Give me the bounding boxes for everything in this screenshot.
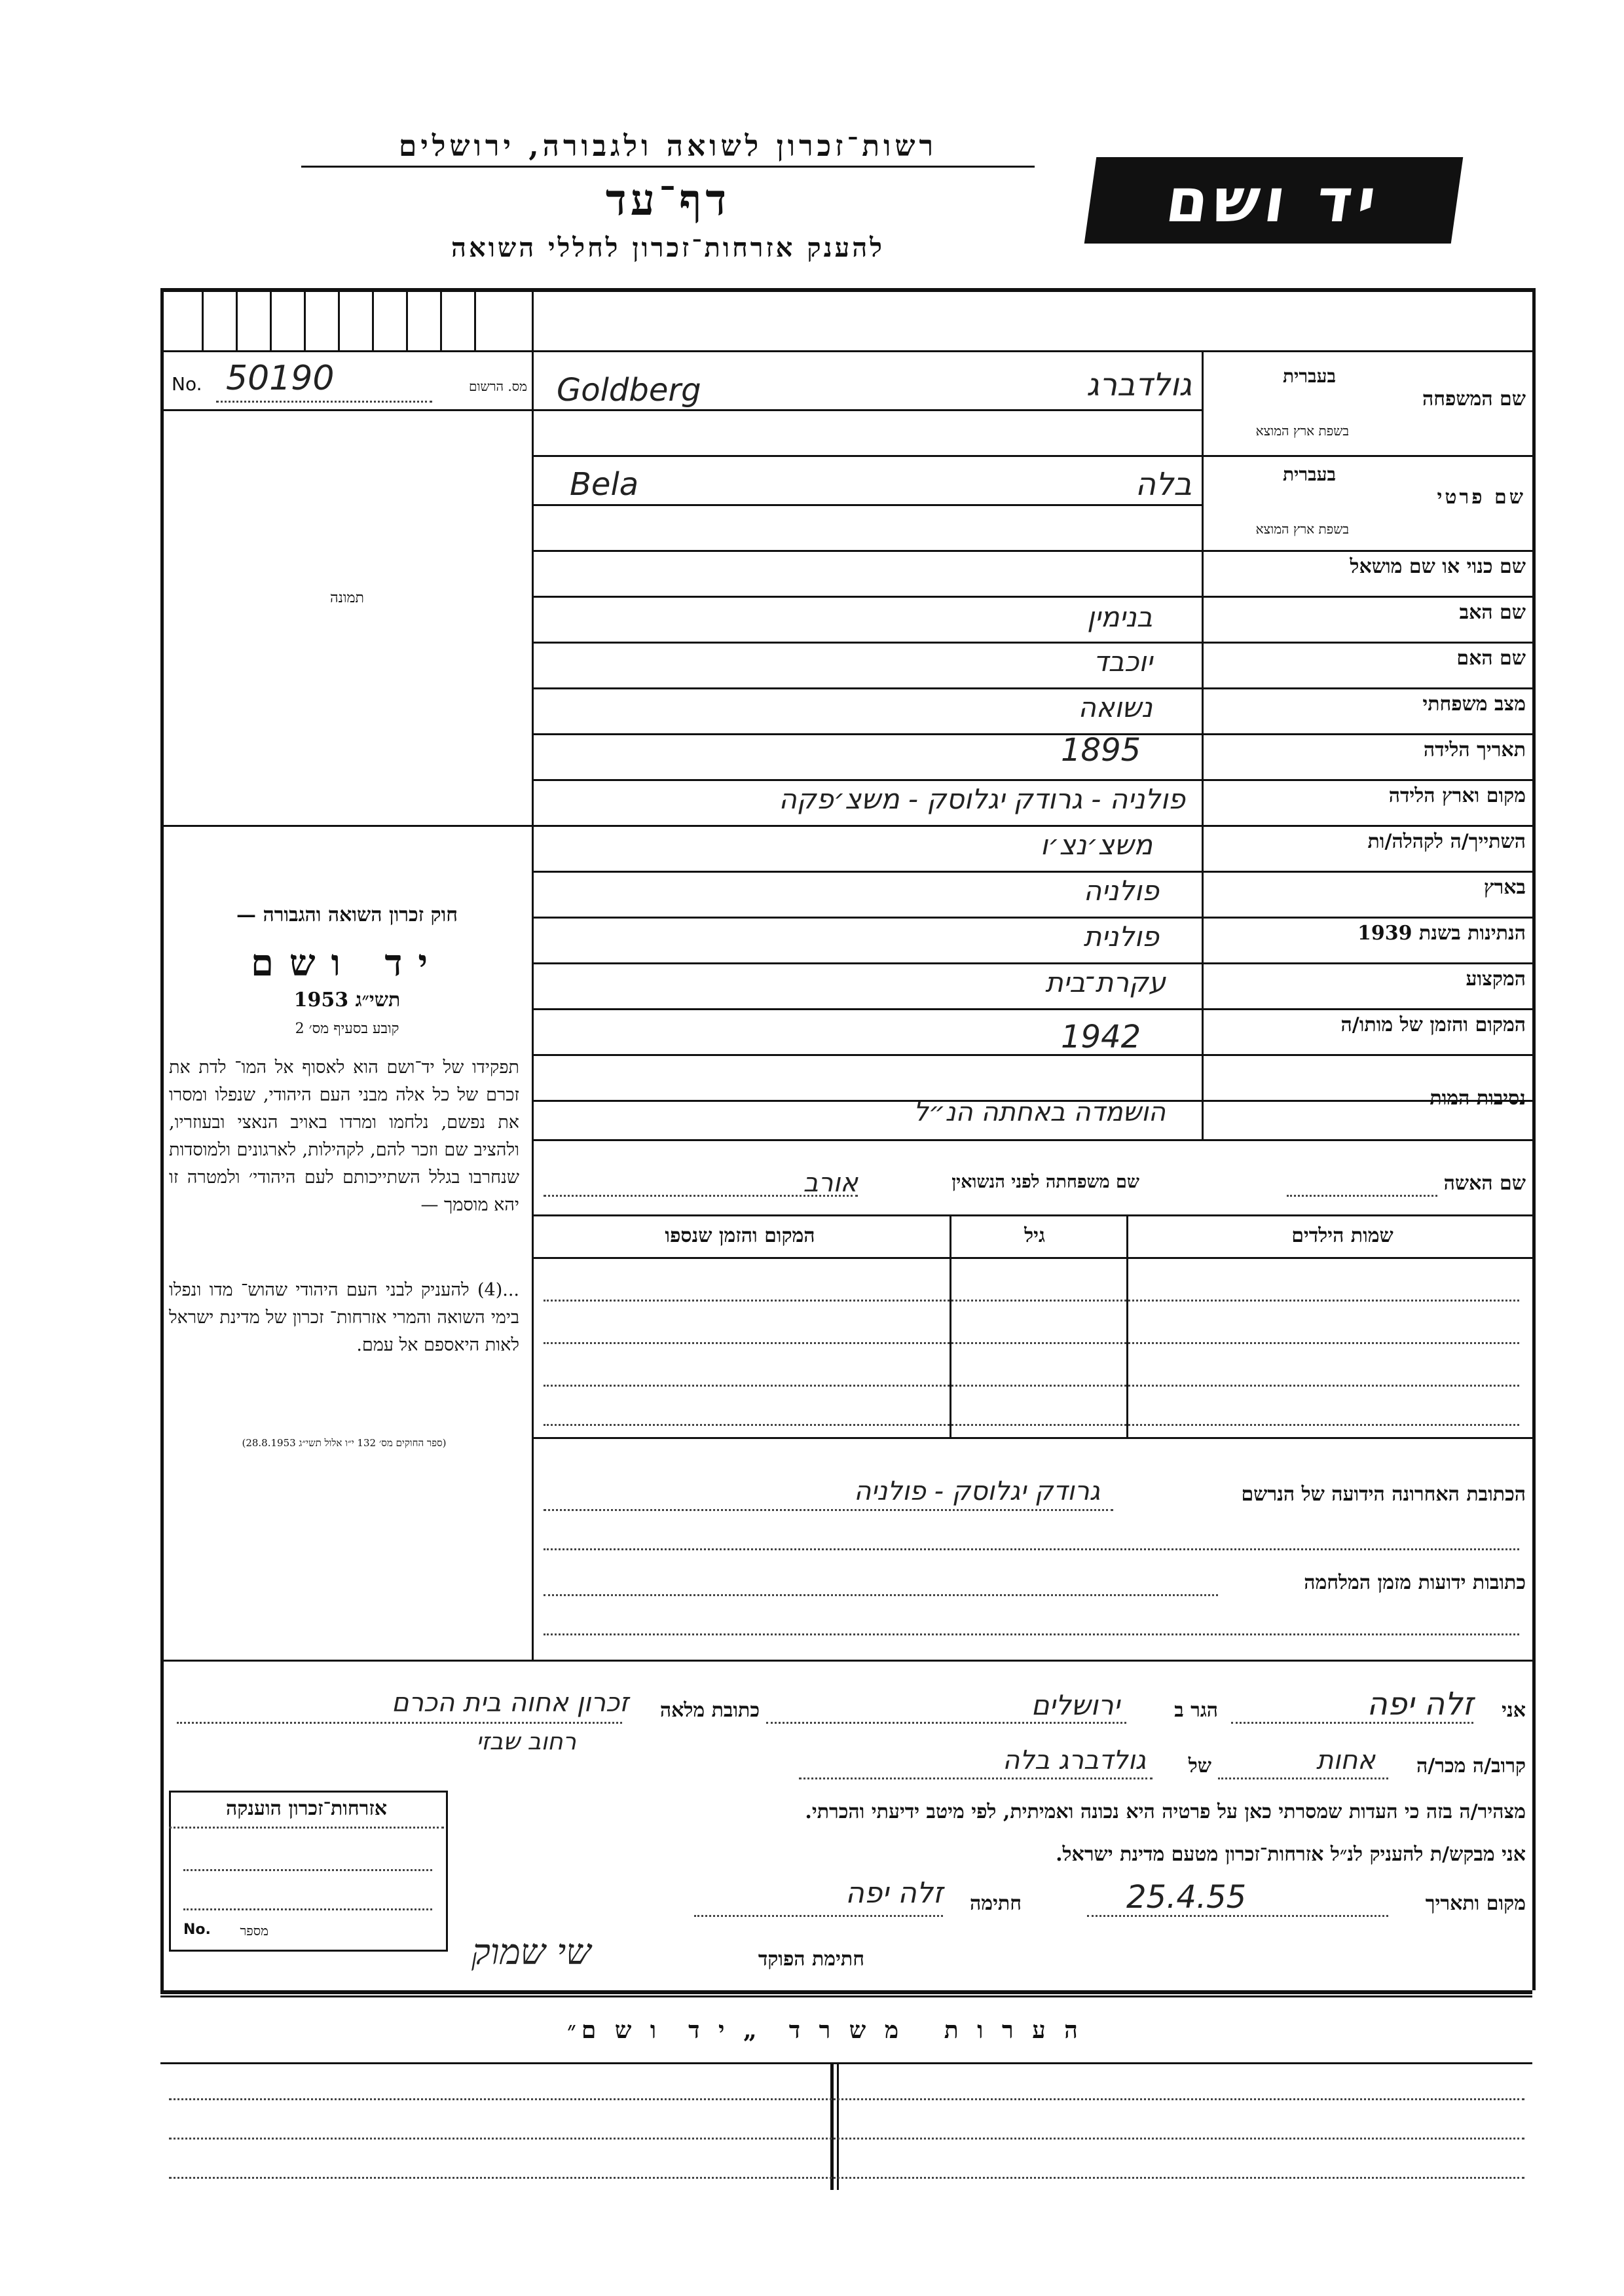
profession-value: עקרת־בית <box>1045 966 1166 998</box>
label-signature: חתימה <box>970 1892 1022 1915</box>
label-native-first: בשפת ארץ המוצא <box>1255 521 1349 537</box>
page-title: דף־עד <box>605 174 731 225</box>
label-hebrew-first: בעברית <box>1282 464 1336 485</box>
law-name: יד ושם <box>250 941 444 985</box>
of-value: גולדברג בלה <box>1003 1745 1146 1776</box>
first-name-hebrew: בלה <box>1135 466 1192 503</box>
mother-value: יוכבד <box>1093 646 1153 678</box>
citizenship-value: פולנית <box>1083 920 1159 953</box>
children-header-names: שמות הילדים <box>1291 1224 1393 1247</box>
children-header-age: גיל <box>1024 1224 1045 1247</box>
label-birthplace: מקום וארץ הלידה <box>1388 784 1526 807</box>
label-mother: שם האם <box>1456 647 1526 670</box>
label-community: השתייך/ה לקהלה/ות <box>1367 830 1526 853</box>
label-relative: קרוב/ה מכר/ה <box>1416 1755 1526 1777</box>
label-father: שם האב <box>1459 601 1526 624</box>
law-year: תשי״ג 1953 <box>293 989 401 1011</box>
law-paragraph-2: ...(4) להעניק לבני העם היהודי שהוש־ מדו ונפלו בימי השואה והמרי אזרחות־ זכרון של מדינת ישראל לאות היאספם אל עמם. <box>169 1280 519 1355</box>
label-nickname: שם כנוי או שם מושאל <box>1350 555 1526 578</box>
granted-title: אזרחות־זכרון הוענקה <box>225 1797 388 1820</box>
family-name-native: Goldberg <box>557 372 701 409</box>
label-cause: נסיבות המות <box>1430 1087 1526 1110</box>
law-title: חוק זכרון השואה והגבורה — <box>236 903 458 926</box>
maiden-value: אורב <box>803 1168 858 1198</box>
cause-value: הושמדה באחתה הנ״ל <box>913 1097 1166 1127</box>
last-address-value: גרודק יגלוסק - פולניה <box>854 1476 1100 1506</box>
label-full-address: כתובת מלאה <box>659 1699 760 1722</box>
signature-value: זלה יפה <box>845 1876 943 1910</box>
declarant-name: זלה יפה <box>1367 1686 1473 1722</box>
registration-label: מס. הרשום <box>468 378 527 394</box>
death-value: 1942 <box>1061 1019 1141 1055</box>
label-family-name: שם המשפחה <box>1422 388 1526 410</box>
office-notes-title: ה ע ר ו ת מ ש ר ד „ י ד ו ש ם״ <box>567 2016 1083 2044</box>
label-last-address: הכתובת האחרונה הידועה של הנרשם <box>1241 1483 1526 1506</box>
registration-number: 50190 <box>226 359 335 398</box>
relation-value: אחות <box>1316 1745 1375 1776</box>
place-date-value: 25.4.55 <box>1126 1879 1247 1916</box>
logo-text: יד ושם <box>1162 165 1386 236</box>
label-citizenship: הנתינות בשנת 1939 <box>1357 922 1526 945</box>
label-hebrew-family: בעברית <box>1282 365 1336 387</box>
birthplace-value: פולניה - גרודק יגלוסק - משצ׳פקה <box>779 783 1185 815</box>
label-lives-in: הגר ב <box>1174 1699 1218 1722</box>
address-value: זכרון אחוה בית הכרם <box>391 1688 629 1718</box>
label-first-name: שם פרטי <box>1437 486 1526 509</box>
officer-signature: שי שמוק <box>471 1931 591 1973</box>
yad-vashem-logo <box>1084 157 1464 244</box>
first-name-native: Bela <box>570 466 639 503</box>
declaration-1: מצהיר/ה בזה כי העדות שמסרתי כאן על פרטיה היא נכונה ואמיתית, לפי מיטב ידיעתי והכרתי. <box>805 1800 1526 1823</box>
label-of: של <box>1188 1755 1211 1777</box>
photo-label: תמונה <box>330 590 364 606</box>
label-officer-signature: חתימת הפוקד <box>758 1948 864 1971</box>
family-name-hebrew: גולדברג <box>1086 367 1192 403</box>
label-place-date: מקום ותאריך <box>1425 1892 1526 1915</box>
header-org: רשות־זכרון לשואה ולגבורה, ירושלים <box>301 130 1035 168</box>
label-war-addresses: כתובות ידועות מזמן המלחמה <box>1304 1571 1526 1594</box>
marital-value: נשואה <box>1078 691 1153 723</box>
label-birthdate: תאריך הלידה <box>1423 738 1526 761</box>
children-header-place: המקום והזמן שנספו <box>665 1224 815 1247</box>
label-marital: מצב משפחתי <box>1422 693 1526 716</box>
declaration-2: אני מבקש/ת להעניק לנ״ל אזרחות־זכרון מטעם מדינת ישראל. <box>1056 1843 1526 1866</box>
law-paragraph-1: תפקידו של יד־ושם הוא לאסוף אל המו־ לדת את זכרם של כל אלה מבני העם היהודי, שנפלו ומסרו את נפשם, נלחמו ומרדו באויב הנאצי ובעוזריו, ולהציב שם וזכר להם, לקהילות, לארגונים ולמוסדות שנחרבו בגלל השתייכותם לעם היהודי׳ ולמטרה זו יהא מוסמך — <box>169 1057 519 1215</box>
label-death: המקום והזמן של מותו/ה <box>1340 1013 1526 1036</box>
label-country: בארץ <box>1483 876 1526 899</box>
registration-no-label: No. <box>172 373 202 395</box>
lives-in-value: ירושלים <box>1031 1689 1120 1721</box>
label-maiden: שם משפחתה לפני הנשואין <box>951 1172 1139 1192</box>
label-i: אני <box>1502 1699 1526 1722</box>
label-native-family: בשפת ארץ המוצא <box>1255 423 1349 439</box>
label-wife: שם האשה <box>1443 1172 1526 1195</box>
granted-no-label: No. <box>183 1922 211 1938</box>
father-value: בנימין <box>1087 601 1153 633</box>
header-subtitle: להענק אזרחות־זכרון לחללי השואה <box>451 232 885 263</box>
granted-number-label: מספר <box>240 1923 268 1939</box>
law-citation: (ספר החוקים מס׳ 132 י״ו אלול תשי״ג 28.8.1953) <box>242 1437 447 1449</box>
country-value: פולניה <box>1083 875 1159 907</box>
birthdate-value: 1895 <box>1061 732 1141 769</box>
law-clause: קובע בסעיף מס׳ 2 <box>295 1021 399 1037</box>
address-value-2: רחוב שבזי <box>476 1728 576 1755</box>
community-value: משצ׳נצ׳ו <box>1040 829 1153 861</box>
label-profession: המקצוע <box>1466 968 1526 991</box>
